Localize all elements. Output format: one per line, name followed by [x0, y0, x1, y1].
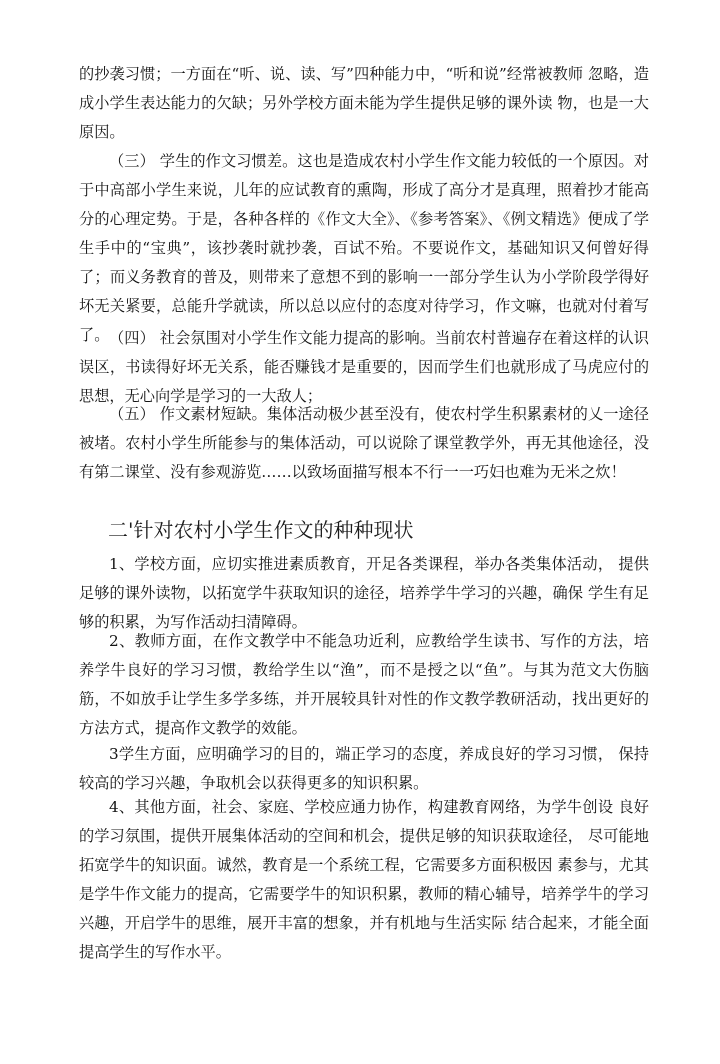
- section-heading: 二'针对农村小学生作文的种种现状: [108, 518, 414, 542]
- paragraph-other-measures: 4、其他方面，社会、家庭、学校应通力协作，构建教育网络，为学牛创设 良好的学习氛围，提供开展集体活动的空间和机会，提供足够的知识获取途径， 尽可能地拓宽学牛的知识面。诚然，教育是一个系统工程，它需要多方面积极因 素参与，尤其是学牛作文能力的提高，它需要学牛的知识积累，教师的精心辅导，培养学牛的学习兴趣，开启学牛的思维，展开丰富的想象，并有机地与生活实际 结合起来，才能全面提高学生的写作水平。: [79, 798, 649, 961]
- paragraph-point-five: （五） 作文素材短缺。集体活动极少甚至没有，使农村学生积累素材的乂一途径被堵。农村小学生所能参与的集体活动，可以说除了课堂教学外，再无其他途径，没有第二课堂、没有参观游览……以致场面描写根本不行一一巧妇也难为无米之炊！: [79, 405, 649, 481]
- paragraph-continuation: 的抄袭习惯；一方面在“听、说、读、写”四种能力中，“听和说”经常被教师 忽略，造成小学生表达能力的欠缺；另外学校方面未能为学生提供足够的课外读 物，也是一大原因。: [79, 65, 649, 141]
- paragraph-student-measures: 3学生方面，应明确学习的目的，端正学习的态度，养成良好的学习习惯， 保持较高的学习兴趣，争取机会以获得更多的知识积累。: [79, 745, 649, 792]
- paragraph-school-measures: 1、学校方面，应切实推进素质教育，开足各类课程，举办各类集体活动， 提供足够的课外读物，以拓宽学牛获取知识的途径，培养学牛学习的兴趣，确保 学生有足够的积累，为写作活动扫清障碍。: [79, 555, 649, 631]
- paragraph-point-four: （四） 社会氛围对小学生作文能力提高的影响。当前农村普遍存在着这样的认识误区，书读得好坏无关系，能否赚钱才是重要的，因而学生们也就形成了马虎应付的思想，无心向学是学习的一大敌人；: [79, 329, 649, 405]
- paragraph-point-three: （三） 学生的作文习惯差。这也是造成农村小学生作文能力较低的一个原因。对于中高部小学生来说，儿年的应试教育的熏陶，形成了高分才是真理，照着抄才能高分的心理定势。于是，各种各样的《作文大全》、《参考答案》、《例文精选》便成了学生手中的“宝典”，该抄袭时就抄袭，百试不殆。不要说作文，基础知识又何曾好得了；而义务教育的普及，则带来了意想不到的影响一一部分学生认为小学阶段学得好坏无关紧要，总能升学就读，所以总以应付的态度对待学习，作文嘛，也就对付着写了。: [79, 152, 649, 344]
- paragraph-teacher-measures: 2、教师方面，在作文教学中不能急功近利，应教给学生读书、写作的方法，培养学牛良好的学习习惯，教给学生以“渔”，而不是授之以“鱼”。与其为范文大伤脑筋，不如放手让学生多学多练，并开展较具针对性的作文教学教研活动，找出更好的方法方式，提高作文教学的效能。: [79, 632, 649, 737]
